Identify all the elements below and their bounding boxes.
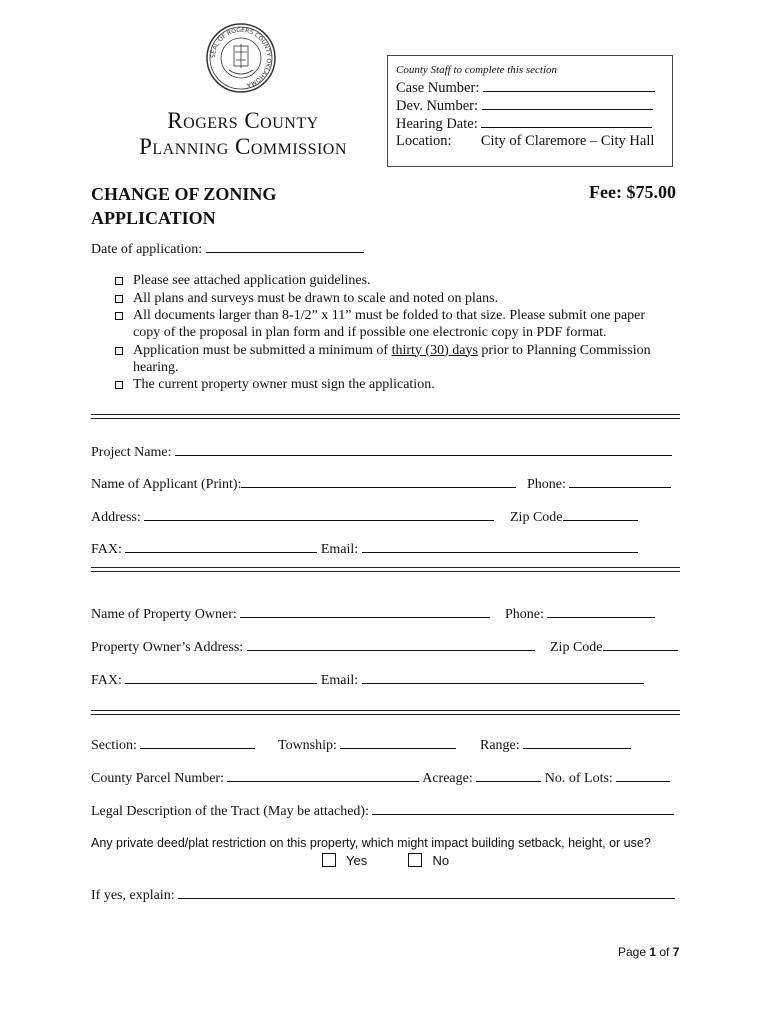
bullet-square-icon — [115, 295, 123, 303]
range-row: Range: — [480, 736, 631, 754]
section-divider — [91, 567, 680, 572]
applicant-zip-field[interactable] — [563, 508, 638, 521]
date-label: Date of application: — [91, 242, 203, 257]
seal-text: SEAL OF ROGERS COUNTY OKLAHOMA — [209, 26, 273, 89]
case-number-label: Case Number: — [396, 80, 480, 96]
restriction-question: Any private deed/plat restriction on this property, which might impact building setback, height, or use? — [91, 836, 651, 850]
org-name-line2: Planning Commission — [139, 134, 347, 159]
yes-checkbox[interactable] — [322, 853, 336, 867]
no-label: No — [432, 853, 450, 868]
dev-number-field[interactable] — [482, 97, 653, 110]
instruction-item: Application must be submitted a minimum of thirty (30) days prior to Planning Commission hearing. — [91, 342, 691, 376]
acreage-field[interactable] — [476, 769, 541, 782]
yes-label: Yes — [346, 853, 368, 868]
staff-section-box — [387, 55, 673, 167]
applicant-name-field[interactable] — [241, 475, 516, 488]
form-title-line1: CHANGE OF ZONING — [91, 184, 277, 204]
restriction-choices — [322, 853, 449, 868]
explain-field[interactable] — [178, 886, 675, 899]
hearing-date-field[interactable] — [481, 115, 652, 128]
parcel-field[interactable] — [227, 769, 419, 782]
explain-row: If yes, explain: — [91, 886, 675, 904]
owner-name-field[interactable] — [240, 605, 490, 618]
section-divider — [91, 710, 680, 715]
location-label: Location: — [396, 133, 452, 149]
owner-zip-row: Zip Code — [550, 638, 678, 656]
instruction-item: All plans and surveys must be drawn to scale and noted on plans. — [91, 290, 691, 307]
instruction-item: Please see attached application guidelines. — [91, 272, 691, 289]
applicant-name-row: Name of Applicant (Print): — [91, 475, 516, 493]
instruction-item: All documents larger than 8-1/2” x 11” must be folded to that size. Please submit one paper copy of the proposal in plan form and if possible one electronic copy in PDF format. — [91, 307, 691, 341]
case-number-field[interactable] — [483, 79, 655, 92]
applicant-email-field[interactable] — [362, 540, 638, 553]
owner-address-row: Property Owner’s Address: — [91, 638, 535, 656]
section-divider — [91, 414, 680, 419]
date-field[interactable] — [206, 240, 364, 253]
owner-phone-row: Phone: — [505, 605, 655, 623]
hearing-date-label: Hearing Date: — [396, 116, 478, 132]
applicant-fax-field[interactable] — [125, 540, 317, 553]
bullet-square-icon — [115, 312, 123, 320]
location-row — [396, 133, 664, 150]
instructions-list — [91, 272, 691, 394]
county-seal — [205, 22, 277, 94]
applicant-address-row: Address: — [91, 508, 494, 526]
location-value: City of Claremore – City Hall — [480, 133, 655, 149]
bullet-square-icon — [115, 347, 123, 355]
instruction-item: The current property owner must sign the application. — [91, 376, 691, 393]
range-field[interactable] — [523, 736, 631, 749]
date-row — [91, 240, 364, 258]
applicant-fax-row: FAX: Email: — [91, 540, 638, 558]
form-title — [91, 182, 276, 230]
project-name-row: Project Name: — [91, 443, 672, 461]
case-number-row — [396, 79, 664, 97]
form-title-line2: APPLICATION — [91, 208, 216, 228]
applicant-phone-field[interactable] — [569, 475, 671, 488]
page-number: Page 1 of 7 — [618, 945, 680, 959]
owner-zip-field[interactable] — [603, 638, 678, 651]
section-row: Section: — [91, 736, 255, 754]
dev-number-row — [396, 97, 664, 115]
section-field[interactable] — [140, 736, 255, 749]
owner-email-field[interactable] — [362, 671, 644, 684]
legal-description-field[interactable] — [372, 802, 674, 815]
staff-note: County Staff to complete this section — [396, 64, 558, 76]
bullet-square-icon — [115, 381, 123, 389]
lots-field[interactable] — [616, 769, 670, 782]
no-checkbox[interactable] — [408, 853, 422, 867]
township-field[interactable] — [340, 736, 456, 749]
project-name-field[interactable] — [175, 443, 672, 456]
owner-fax-row: FAX: Email: — [91, 671, 644, 689]
owner-phone-field[interactable] — [547, 605, 655, 618]
owner-address-field[interactable] — [247, 638, 535, 651]
applicant-zip-row: Zip Code — [510, 508, 638, 526]
parcel-row: County Parcel Number: Acreage: No. of Lots: — [91, 769, 670, 787]
fee: Fee: $75.00 — [589, 182, 676, 202]
owner-fax-field[interactable] — [125, 671, 317, 684]
bullet-square-icon — [115, 277, 123, 285]
org-name-line1: Rogers County — [167, 108, 319, 133]
legal-description-row: Legal Description of the Tract (May be attached): — [91, 802, 674, 820]
applicant-address-field[interactable] — [144, 508, 494, 521]
owner-name-row: Name of Property Owner: — [91, 605, 490, 623]
township-row: Township: — [278, 736, 456, 754]
dev-number-label: Dev. Number: — [396, 98, 479, 114]
applicant-phone-row: Phone: — [527, 475, 671, 493]
hearing-date-row — [396, 115, 664, 133]
